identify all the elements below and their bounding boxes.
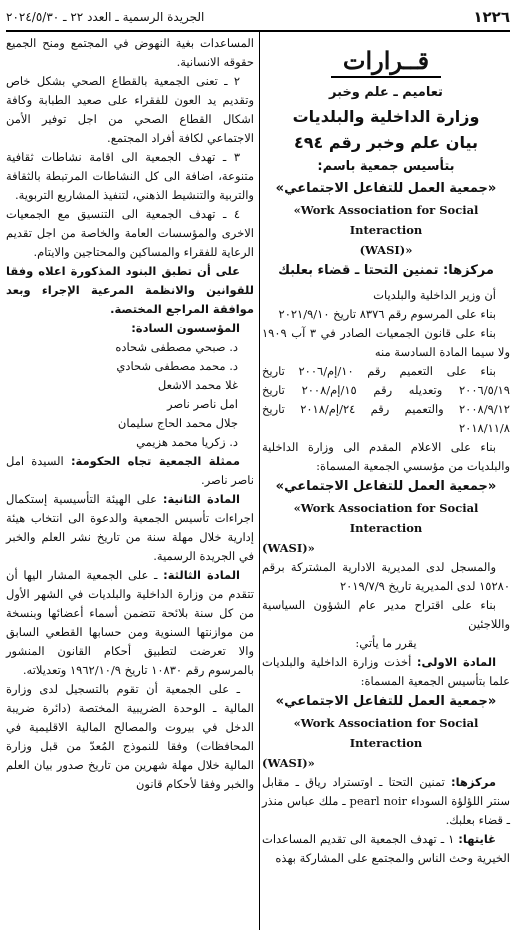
right-column (262, 34, 510, 868)
article-1-label: المادة الاولى: (416, 655, 497, 669)
left-column (6, 34, 254, 794)
association-acronym: (WASI)» (359, 243, 413, 257)
article-3-label: المادة الثالثة: (163, 568, 241, 582)
paragraph: بناء على الاعلام المقدم الى وزارة الداخلية والبلديات من مؤسسي الجمعية المسماة: (262, 440, 510, 473)
founder-item: د. محمد مصطفى شحادي (116, 359, 238, 373)
decision-intro: يقرر ما يأتي: (355, 636, 417, 650)
association-name-ar: «جمعية العمل للتفاعل الاجتماعي» (275, 479, 497, 494)
ministry-heading: وزارة الداخلية والبلديات (292, 107, 480, 126)
founder-item: غلا محمد الاشعل (157, 378, 238, 392)
founders-list (6, 338, 254, 452)
notice-subject: بتأسيس جمعية باسم: (317, 159, 455, 174)
representative-label: ممثلة الجمعية تجاه الحكومة: (70, 454, 240, 468)
title-underline (331, 76, 441, 78)
goals (262, 830, 510, 868)
representative-text: السيدة امل ناصر ناصر. (6, 454, 254, 487)
article-1-text: أخذت وزارة الداخلية والبلديات علما بتأسيس الجمعية المسماة: (262, 655, 510, 688)
section-title: قــرارات (342, 46, 430, 75)
article-2 (6, 490, 254, 566)
founder-item: د. زكريا محمد هزيمي (136, 435, 238, 449)
article-3 (6, 566, 254, 680)
goal-4: ٤ ـ تهدف الجمعية الى التنسيق مع الجمعيات الاخرى والمؤسسات العامة والخاصة من اجل تقديم الرعاية للفقراء والمساكين والمحتاجين والايتام. (6, 207, 254, 259)
association-name-ar: «جمعية العمل للتفاعل الاجتماعي» (275, 181, 497, 196)
association-name-en: «Work Association for Social Interaction (293, 716, 479, 750)
founders-label: المؤسسون السادة: (131, 321, 240, 335)
goals-text: ١ ـ تهدف الجمعية الى تقديم المساعدات الخيرية وحث الناس والمجتمع على المشاركة بهذه (262, 832, 510, 865)
association-name-en: «Work Association for Social Interaction (293, 501, 479, 535)
paragraph: بناء على قانون الجمعيات الصادر في ٣ آب ١٩٠٩ ولا سيما المادة السادسة منه (262, 326, 510, 359)
headquarters-text: تمنين التحتا ـ اوتستراد رياق ـ مقابل سنتر اللؤلؤة السوداء pearl noir ـ ملك عباس منذر ـ قضاء بعلبك. (262, 775, 510, 827)
paragraph: بناء على التعميم رقم ١٠/إم/٢٠٠٦ تاريخ ٢٠٠٦/٥/١٩ وتعديله رقم ١٥/إم/٢٠٠٨ تاريخ ٢٠٠٨/٩/١٢ والتعميم رقم ٢٤/إم/٢٠١٨ تاريخ ٢٠١٨/١١/٨ (262, 364, 510, 435)
founder-item: امل ناصر ناصر (166, 397, 238, 411)
government-representative (6, 452, 254, 490)
subtitle: تعاميم ـ علم وخبر (329, 85, 443, 100)
goal-3: ٣ ـ تهدف الجمعية الى اقامة نشاطات ثقافية متنوعة، اضافة الى كل النشاطات المرتبطة بالثقافة والتربية والتنشيط الذهني، لتنفيذ المشاريع التربوية. (6, 150, 254, 202)
conditions-paragraph: على أن تطبق البنود المذكورة اعلاه وفقا للقوانين والانظمة المرعية الإجراء وبعد موافقة المراجع المختصة. (6, 264, 254, 316)
paragraph: بناء على المرسوم رقم ٨٣٧٦ تاريخ ٢٠٢١/٩/١٠ (278, 307, 496, 321)
paragraph: أن وزير الداخلية والبلديات (373, 288, 496, 302)
paragraph: ـ على الجمعية أن تقوم بالتسجيل لدى وزارة المالية ـ الوحدة الضريبية المختصة (دائرة ضريبة الدخل في بيروت والمصالح المالية الاقليمية في المحافظات) وفقا للنموذج المُعدّ من قبل وزارة المالية خلال مهلة شهرين من تاريخ صدور بيان العلم والخبر وفقا لأحكام قانون (6, 682, 254, 791)
paragraph: المساعدات بغية النهوض في المجتمع ومنح الجميع حقوقه الانسانية. (6, 36, 254, 69)
association-name-ar: «جمعية العمل للتفاعل الاجتماعي» (275, 694, 497, 709)
headquarters (262, 773, 510, 830)
column-divider (259, 32, 260, 930)
founder-item: جلال محمد الحاج سليمان (117, 416, 238, 430)
paragraph: بناء على اقتراح مدير عام الشؤون السياسية واللاجئين (262, 598, 510, 631)
association-acronym: (WASI)» (262, 756, 315, 770)
article-2-label: المادة الثانية: (162, 492, 240, 506)
notice-heading: بيان علم وخبر رقم ٤٩٤ (294, 133, 478, 152)
gazette-issue: الجريدة الرسمية ـ العدد ٢٢ ـ ٢٠٢٤/٥/٣٠ (6, 10, 205, 24)
headquarters-label: مركزها: (451, 775, 497, 789)
page-header (6, 4, 510, 32)
article-2-text: على الهيئة التأسيسية إستكمال اجراءات تأسيس الجمعية والدعوة الى انتخاب هيئة إدارية خلال مهلة سنة من تاريخ نشر العلم والخبر في الجريدة الرسمية. (6, 492, 254, 563)
goal-2: ٢ ـ تعنى الجمعية بالقطاع الصحي بشكل خاص وتقديم يد العون للفقراء على صعيد الطبابة وكافة اشكال القطاع الصحي من اجل توفير الأمن الاجتماعي لكافة أفراد المجتمع. (6, 74, 254, 145)
page-number: ١٢٢٦ (473, 8, 510, 26)
headquarters-heading: مركزها: تمنين التحتا ـ قضاء بعلبك (278, 263, 494, 278)
paragraph: والمسجل لدى المديرية الادارية المشتركة برقم ١٥٢٨٠ لدى المديرية تاريخ ٢٠١٩/٧/٩ (262, 560, 510, 593)
article-3-text: ـ على الجمعية المشار اليها أن تتقدم من وزارة الداخلية والبلديات في الشهر الأول من كل سنة بلائحة تتضمن أسماء أعضائها وبنسخة من موازنتها السنوية ومن حسابها القطعي السابق والا تعرضت لتطبيق أحكام القانون المنشور بالمرسوم رقم ١٠٨٣٠ تاريخ ١٩٦٢/١٠/٩ وتعديلاته. (6, 568, 254, 677)
goals-label: غايتها: (458, 832, 496, 846)
association-acronym: (WASI)» (262, 541, 315, 555)
article-1 (262, 653, 510, 691)
association-name-en: «Work Association for Social Interaction (293, 203, 479, 237)
founder-item: د. صبحي مصطفى شحاده (115, 340, 238, 354)
